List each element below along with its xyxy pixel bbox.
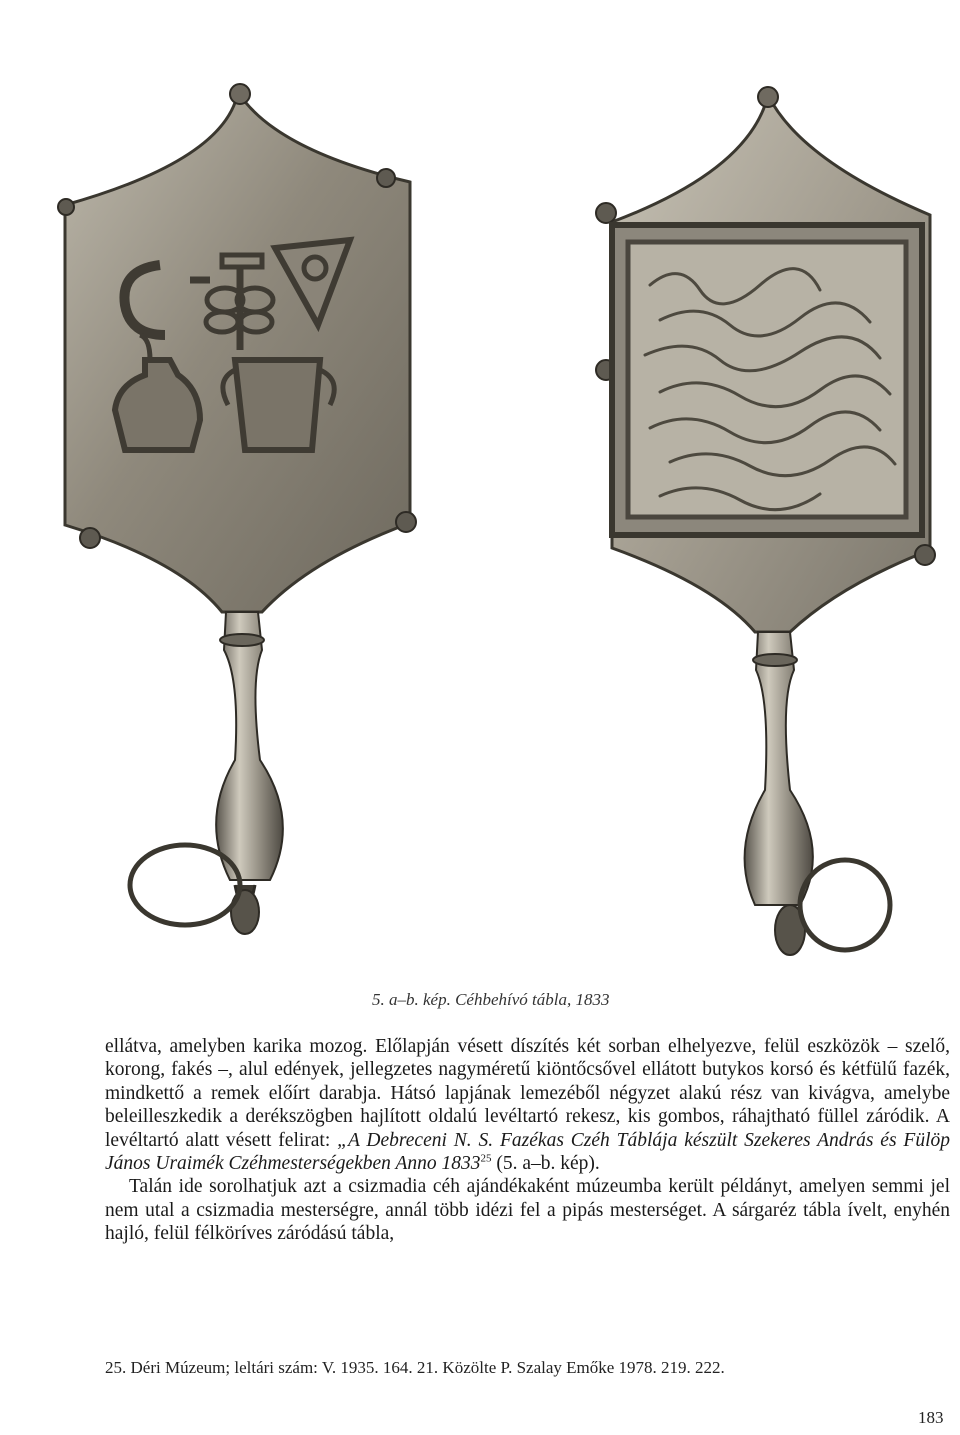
paragraph-text: ellátva, amelyben karika mozog. Előlapján vésett díszítés két sorban elhelyezve, felül eszközök – szelő, korong, fakés –, alul edények, jellegzetes nagyméretű kiöntőcsővel ellátott butykos korsó és kétfülű fazék, mindkettő a remek előírt darabja. Hátsó lapjának lemezéből négyzet alakú rész van kivágva, amelybe beleilleszkedik a derékszögben hajlított oldalú levéltartó rekesz, kis gombos, ráhajtható füllel záródik. A levéltartó alatt vésett felirat: <box>105 1036 950 1151</box>
body-text <box>105 1035 950 1246</box>
figure-caption: 5. a–b. kép. Céhbehívó tábla, 1833 <box>372 990 610 1009</box>
paragraph-text: Talán ide sorolhatjuk azt a csizmadia céh ajándékaként múzeumba került példányt, amelyen semmi jel nem utal a csizmadia mesterségre, annál több idézi fel a pipás mesterséget. A sárgaréz tábla ívelt, enyhén hajló, felül félköríves záródású tábla, <box>105 1176 950 1245</box>
page-number: 183 <box>918 1408 944 1427</box>
paragraph <box>105 1035 950 1175</box>
quoted-inscription: „A Debreceni N. S. Fazékas Czéh Táblája készült Szekeres András és Fülöp János Uraimék Czéhmesterségekben Anno 1833 <box>105 1129 950 1175</box>
footnote-ref: 25 <box>480 1152 492 1165</box>
footnote: 25. Déri Múzeum; leltári szám: V. 1935. 164. 21. Közölte P. Szalay Emőke 1978. 219. 222. <box>105 1358 725 1377</box>
paragraph-text: (5. a–b. kép). <box>491 1153 600 1175</box>
tablet-back <box>596 87 935 955</box>
tablet-front <box>58 84 416 934</box>
paragraph <box>105 1175 950 1245</box>
